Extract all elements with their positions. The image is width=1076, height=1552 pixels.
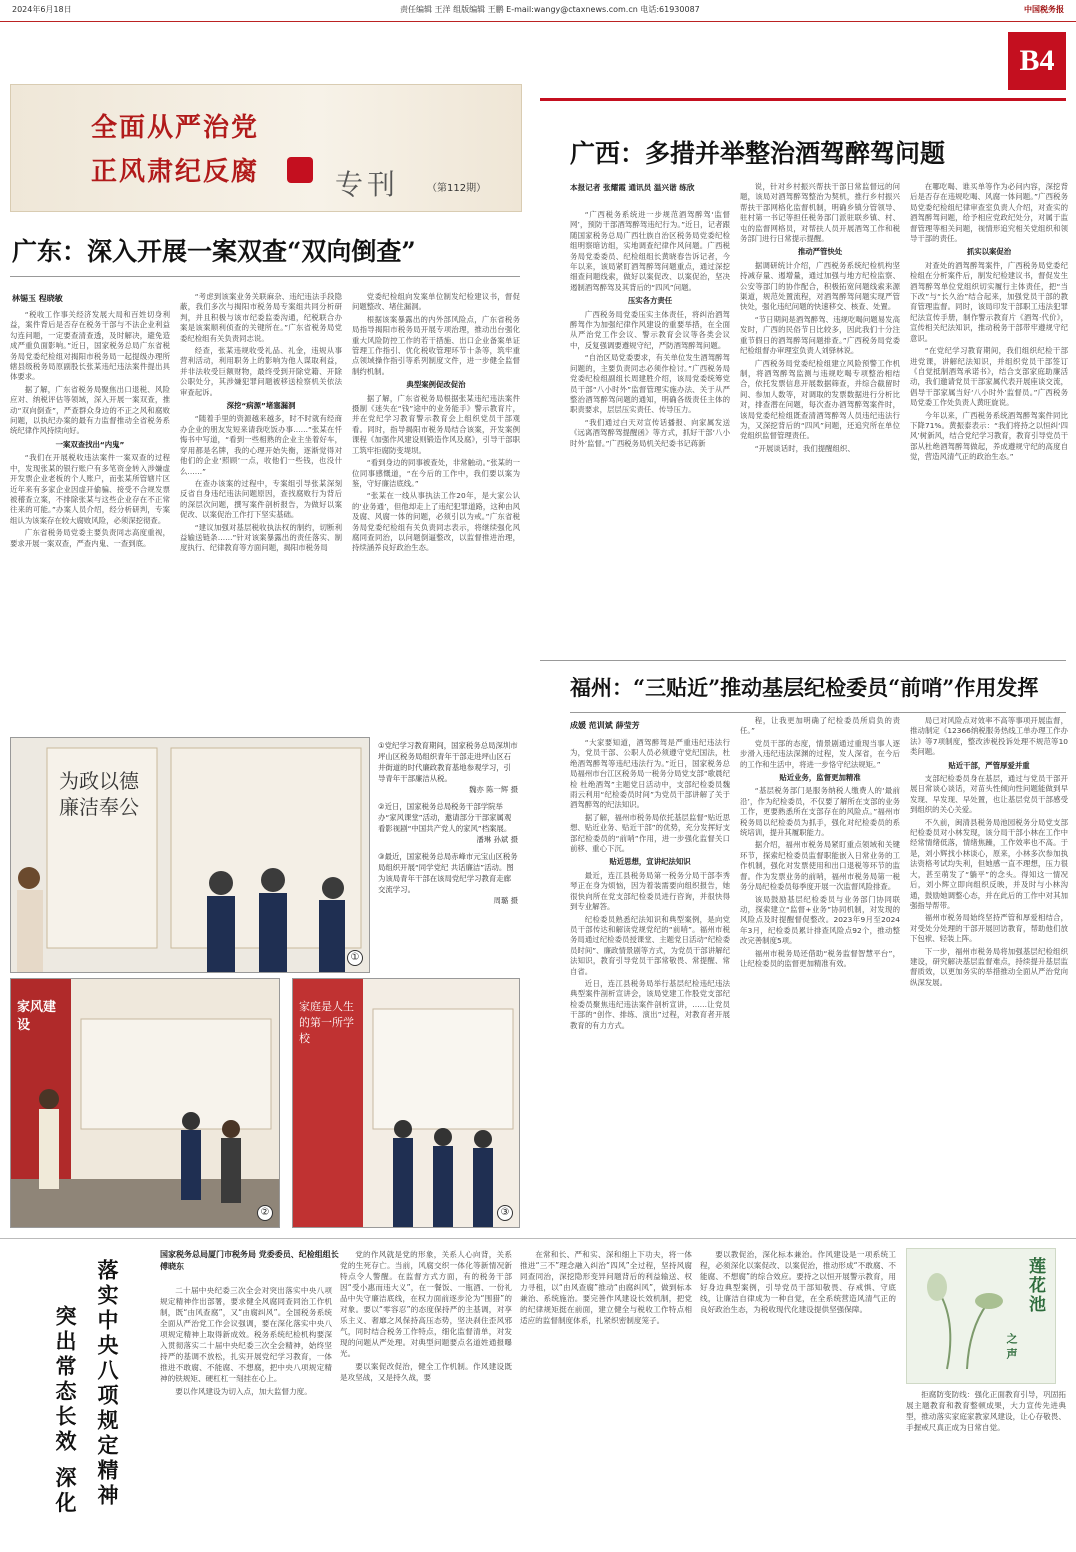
paragraph: 在哪吃喝、谁买单等作为必问内容，深挖背后是否存在违规吃喝、风腐一体问题。”广西税务局党委纪检组纪律审查室负责人介绍，对查实的酒驾醉驾问题，给予相应党政纪处分，对属于监督管理等相关问题，视情形追究相关党组织和领导干部的责任。	[910, 182, 1068, 244]
paragraph: 广西税务局党委压实主体责任，将纠治酒驾醉驾作为加强纪律作风建设的重要举措，在全面从严治党工作会议、警示教育会议等各类会议中，反复强调要遵规守纪，严防酒驾醉驾问题。	[570, 309, 730, 350]
paragraph: 据了解，福州市税务局依托基层监督“贴近思想、贴近业务、贴近干部”的优势，充分发挥好支部纪检委员的“前哨”作用，进一步强化监督关口前移、重心下沉。	[570, 812, 730, 854]
photo-2	[10, 978, 280, 1228]
paragraph: 要以作风建设为切入点，加大监督力度。	[175, 1387, 312, 1396]
paragraph: 党委纪检组向发案单位制发纪检建议书，督促问题整改、堵住漏洞。	[352, 292, 520, 312]
subhead: 贴近干部，严管厚爱并重	[948, 760, 1030, 770]
paragraph: 不久前，闽清县税务局池园税务分局党支部纪检委员对小林发现，该分局干部小林在工作中经常情绪低落，情绪焦躁，工作效率也不高。于是，刘小辉找小林谈心，原来，小林多次参加执法资格考试均失利，但她感一直不理想，压力很大，甚至萌发了“躺平”的念头。得知这一情况后，刘小辉立即向组织反映，并及时与小林沟通，鼓励她调整心态，并在此后的工作中对其加强指导帮带。	[910, 817, 1068, 910]
paragraph: “节日期间是酒驾醉驾、违规吃喝问题易发高发时，广西的民俗节日比较多，因此我们十分注重节假日的酒驾醉驾问题排查。”广西税务局党委纪检组督办审理室负责人刘驿林说。	[740, 314, 900, 356]
paragraph: “看到身边的同事被查处，非常触动。”张某的一位同事感慨道，“在今后的工作中，我们要以案为鉴，守好廉洁底线。”	[352, 458, 520, 488]
calligraphy-poster: 为政以德 廉洁奉公	[59, 769, 139, 819]
photo-2-caption: ②近日，国家税务总局税务干部学院举办“家风课堂”活动，邀请部分干部家属观看影视剧“中国共产党人的家风”档案展。	[378, 802, 512, 833]
photo-1-credit: 魏亦 陈一辉 摄	[468, 785, 518, 794]
paragraph: 在常和长、严和实、深和细上下功夫，将一体推进“三不”理念融入纠治“四风”全过程，坚持风腐同查同治，深挖隐形变异问题背后的利益输送、权力寻租，以“由风查腐”推动“由腐纠风”，做到标本兼治、系统施治。要完善作风建设长效机制，把党的纪律规矩挺在前面，建立健全与税收工作特点相适应的监督制度体系，扎紧织密制度笼子。	[520, 1250, 692, 1325]
paragraph: 经查，张某违规收受礼品、礼金，违规从事营利活动，利用职务上的影响为他人谋取利益，并非法收受巨额财物，最终受到开除党籍、开除公职处分，其涉嫌犯罪问题被移送检察机关依法审查起诉。	[180, 346, 342, 397]
commentary-col3	[520, 1249, 692, 1547]
guangdong-headline: 广东：深入开展一案双查“双向倒查”	[12, 237, 416, 266]
section-divider	[540, 98, 1066, 101]
paragraph: “建议加强对基层税收执法权的制约，切断利益输送链条……”针对该案暴露出的责任落实、制度执行、纪律教育等方面问题，揭阳市税务局	[180, 522, 342, 553]
commentary-col2	[340, 1249, 512, 1547]
paragraph: 党的作风就是党的形象，关系人心向背，关系党的生死存亡。当前，风腐交织一体化等新情况新特点令人警醒。在监督方式方面，有的税务干部因“受小惠而违大义”，在一餐饭、一瓶酒、一份礼品中失守廉洁底线，在权力面前逐步沦为“围猎”的对象。要以“零容忍”的态度保持严的主基调，对享乐主义、奢靡之风保持高压态势，坚决刹住歪风邪气，同时结合税务工作特点，细化监督清单，对发现的问题从严处理。对典型问题要点名道姓通报曝光。	[340, 1250, 512, 1358]
paragraph: 拒腐防变防线：强化正面教育引导，巩固拓展主题教育和教育整顿成果，大力宣传先进典型，推动落实家庭家教家风建设，让心存敬畏、手握戒尺真正成为日常自觉。	[906, 1390, 1066, 1432]
subhead: 贴近业务，监督更加精准	[779, 773, 861, 783]
guangxi-byline: 本报记者 张耀霞 通讯员 温兴谐 练欣	[570, 183, 695, 192]
commentary-col1	[160, 1285, 332, 1547]
subhead: 一案双查找出“内鬼”	[55, 439, 125, 449]
rule	[570, 712, 1066, 713]
fuzhou-col3	[910, 716, 1068, 1220]
commentary-col5	[906, 1389, 1066, 1547]
page-header	[0, 0, 1076, 22]
paragraph: 据调研统计介绍，广西税务系统纪检机构坚持减存量、遏增量，通过加强与地方纪检监察、公安等部门的协作配合，积极拓宽问题线索来源渠道，规范处置流程，对酒驾醉驾问题实现严管快处，强化违纪问题的快速移交、核查、处置。	[740, 260, 900, 312]
lotus-pond-logo	[906, 1248, 1056, 1384]
page-number-badge: B4	[1008, 32, 1066, 90]
paragraph: 在查办该案的过程中，专案组引导张某深刻反省自身违纪违法问题原因，查找腐败行为背后的深层次问题，撰写案件剖析报告，为做好以案促改、以案促治工作打下坚实基础。	[180, 478, 342, 520]
subhead: 典型案例促改促治	[406, 380, 466, 390]
paragraph: “广西税务系统进一步规范酒驾醉驾‘监督网’，预防干部酒驾醉驾违纪行为。”近日，记者跟随国家税务总局广西壮族自治区税务局党委纪检组明察暗访组，实地调查纪律作风问题。广西税务局党委委员、纪检组组长黄晓春告诉记者，今年以来，该局紧盯酒驾醉驾问题重点，通过深挖细查问题线索，做好以案促改、以案促治，坚决遏制酒驾醉驾及其背后的“四风”问题。	[570, 210, 730, 292]
paragraph: 二十届中央纪委三次全会对突出落实中央八项规定精神作出部署，要求健全风腐同查同治工作机制，既“由风查腐”，又“由腐纠风”。全国税务系统全面从严治党工作会议强调，要在深化落实中央八项规定精神上取得新成效。税务系统纪检机构要深入贯彻落实二十届中央纪委三次全会精神，始终坚持严的基调不放松，扎实开展党纪学习教育，一体推进不敢腐、不能腐、不想腐，把中央八项规定精神的铁规矩、硬杠杠一刻挂在心上。	[160, 1286, 332, 1383]
paragraph: 福州市税务局始终坚持严管和厚爱相结合，对受处分处理的干部开展回访教育，帮助他们放下包袱、轻装上阵。	[910, 913, 1068, 944]
commentary-title-b: 突出常态长效 深化	[53, 1305, 78, 1517]
photo-1	[10, 737, 370, 973]
paragraph: 最近，连江县税务局第一税务分局干部李秀琴正在身为烦恼，因为着装需要向组织报告，她很快向所在党支部纪检委员进行咨询，并很快得到专业解答。	[570, 870, 730, 912]
paragraph: 说，针对乡村振兴帮扶干部日常监督远的问题，该局对酒驾醉驾整治为契机，推行乡村振兴帮扶干部网格化监督机制，明确乡镇分管领导、驻村第一书记等担任税务部门派驻联乡镇、村、屯的监督网格员，对帮扶人员开展酒驾工作和税务部门进行日常提示提醒。	[740, 182, 900, 244]
lotus-title: 莲花池	[1025, 1257, 1045, 1314]
paragraph: 根据该案暴露出的内外部风险点，广东省税务局指导揭阳市税务局开展专项治理，推动出台强化重大风险防控工作的若干措施、出口企业备案单证管理工作指引、优化税收管理环节十条等，筑牢重点领域操作指引等系列制度文件，进一步健全监督制约机制。	[352, 314, 520, 376]
paragraph: “在党纪学习教育期间，我们组织纪检干部进党课，讲解纪法知识，并组织党员干部签订《自觉抵制酒驾承诺书》，结合支部家庭助廉活动，我们邀请党员干部家属代表开展座谈交流，倡导干部家属当好‘八小时外’监督员。”广西税务局党委工作处负责人黄旺旋说。	[910, 346, 1068, 408]
paragraph: 要以案促改促治，健全工作机制。作风建设既是攻坚战，又是持久战，要	[340, 1362, 512, 1382]
paragraph: “我们在开展税收违法案件一案双查的过程中，发现张某的银行账户有多笔资金转入涉嫌虚开发票企业老板的个人账户，而张某所管辖片区近年来有多家企业因虚开偷骗、接受不合规发票被稽查立案，不排除张某与这些企业存在不正常往来的可能。”办案人员介绍，经分析研判，专案组认为该案存在较大腐败风险，必须深挖彻查。	[10, 453, 170, 525]
guangdong-col2	[180, 292, 342, 730]
rule	[10, 276, 520, 277]
photo-3-panel-text: 家庭是人生的第一所学校	[299, 1000, 354, 1045]
guangdong-col1	[10, 310, 170, 730]
rule	[540, 660, 1066, 661]
paper-name: 中国税务报	[1024, 5, 1064, 14]
paragraph: 下一步，福州市税务局将加强基层纪检组织建设，研究解决基层监督难点，持续提升基层监督质效，以更加务实的举措推动全面从严治党向纵深发展。	[910, 946, 1068, 987]
guangdong-col3	[352, 292, 520, 730]
subhead: 推动严管快处	[797, 247, 843, 257]
commentary-title-a: 落实中央八项规定精神	[95, 1259, 120, 1509]
guangxi-headline: 广西：多措并举整治酒驾醉驾问题	[570, 139, 946, 168]
paragraph: 据介绍，福州市税务局紧盯重点领域和关键环节，探索纪检委员监督职能嵌入日常业务的工作机制，强化对发票使用和出口退税等环节的监督。作为发票业务的前哨，福州市税务局第一税务分局纪检委员每季度开展一次监督风险排查。	[740, 840, 900, 892]
paragraph: 据了解，广东省税务局根据张某违纪违法案件摄制《迷失在“钱”途中的业务能手》警示教育片，并在党纪学习教育警示教育会上组织党员干部观看。同时，指导揭阳市税务局结合该案，开发案例课程《加强作风建设则锻造作风及腐》，引导干部职工筑牢拒腐防变堤坝。	[352, 393, 520, 455]
photo-2-wall-text: 家风建设	[17, 1000, 57, 1033]
banner-issue: （第112期）	[427, 183, 487, 194]
banner-line2: 正风肃纪反腐	[91, 157, 260, 187]
page-editors: 责任编辑 王洋 组版编辑 王鹏 E-mail:wangy@ctaxnews.com.cn 电话:61930087	[400, 5, 700, 14]
photo-3-number: ③	[497, 1205, 513, 1221]
photo-captions	[378, 740, 518, 906]
paragraph: “税收工作事关经济发展大局和百姓切身利益，案件背后是否存在税务干部与不法企业利益勾连问题，一定要查清查透，及时解决，避免造成严重负面影响。”近日，国家税务总局广东省税务局党委纪检组对揭阳市税务局一起提级办理所辖县级税务局原副股长张某违纪违法案件提出具体要求。	[10, 310, 170, 382]
paragraph: “开展谈话时，我们提醒组织、	[754, 443, 855, 453]
lotus-subtitle: 之声	[1005, 1333, 1018, 1363]
commentary-byline: 国家税务总局厦门市税务局 党委委员、纪检组组长 傅晓东	[160, 1250, 339, 1271]
page-date: 2024年6月18日	[12, 5, 72, 14]
fuzhou-headline: 福州：“三贴近”推动基层纪检委员“前哨”作用发挥	[570, 675, 1039, 700]
banner-line1: 全面从严治党	[91, 113, 260, 143]
subhead: 压实各方责任	[627, 296, 673, 306]
guangxi-col2	[740, 182, 900, 646]
paragraph: “大家要知道，酒驾醉驾是严重违纪违法行为，党员干部、公职人员必须遵守党纪国法，杜绝酒驾醉驾等违纪违法行为。”近日，国家税务总局福州市台江区税务局一税务分局党支部“歌晨纪检 杜绝酒驾”主题党日活动中，支部纪检委员魏雨云利用“纪检委员时间”为党员干部讲解了关于酒驾醉驾的纪法知识。	[570, 738, 730, 810]
banner-label: 专刊	[335, 168, 400, 201]
paragraph: 今年以来，广西税务系统酒驾醉驾案件同比下降71%。黄振泰表示：“我们将持之以恒纠‘四风’树新风，结合党纪学习教育，教育引导党员干部从杜绝酒驾醉驾做起，养成遵规守纪的高度自觉，营造风清气正的政治生态。”	[910, 410, 1068, 462]
paragraph: 对查处的酒驾醉驾案件，广西税务局党委纪检组在分析案件后，制发纪检建议书，督促发生酒驾醉驾单位党组织切实履行主体责任，把“当下改”与“长久治”结合起来，加强党员干部的教育管理监督。同时，该局印发干部职工违法犯罪纪法宣传手册，制作警示教育片《酒驾·代价》，宣传相关纪法知识，推动税务干部带牢遵规守纪意识。	[910, 260, 1068, 343]
paragraph: “基层税务部门是服务纳税人缴费人的‘最前沿’，作为纪检委员，不仅要了解所在支部的业务工作，更要熟悉所在支部存在的风险点。”福州市税务局以纪检委员为抓手，强化对纪检委员的系统培训，提升其履职能力。	[740, 786, 900, 838]
subhead: 深挖“病源”堵塞漏洞	[226, 401, 296, 411]
guangxi-col3	[910, 182, 1068, 646]
paragraph: 广西税务局党委纪检组建立风险预警工作机制，将酒驾醉驾监测与违规吃喝专项整治相结合，依托发票信息开展数据筛查，并综合截留时间、参加人数等，对调取的发票数据进行分析比对，排查潜在问题，每次查办酒驾醉驾案件时，该局党委纪检组既查清酒驾醉驾人员违纪违法行为，又深挖背后的“四风”问题，还追究所在单位党组织监督管理责任。	[740, 358, 900, 441]
fuzhou-col2	[740, 716, 900, 1220]
subhead: 贴近思想，宣讲纪法知识	[609, 857, 691, 867]
guangdong-byline: 林锡玉 程晓敏	[12, 294, 63, 303]
subhead: 抓实以案促治	[966, 247, 1012, 257]
paragraph: 据了解，广东省税务局聚焦出口退税、风险应对、纳税评估等领域，深入开展一案双查，推动“双向倒查”，严查群众身边的不正之风和腐败问题，以执纪办案的最有力监督推动全省税务系统纪律作风持续向好。	[10, 384, 170, 436]
paragraph: 广东省税务局党委主要负责同志高度重视，要求开展一案双查，严查内鬼、一查到底。	[10, 528, 170, 548]
fuzhou-col1	[570, 738, 730, 1220]
guangxi-col1	[570, 210, 730, 646]
paragraph: 福州市税务局还借助“税务监督智慧平台”，让纪检委员的监督更加精准有效。	[740, 948, 900, 968]
paragraph: 要以教促治，深化标本兼治。作风建设是一项系统工程，必须深化以案促改、以案促治，推动形成“不敢腐、不能腐、不想腐”的综合效应。要持之以恒开展警示教育，用好身边典型案例，引导党员干部知敬畏、存戒惧、守底线，让廉洁自律成为一种自觉，在全系统营造风清气正的良好政治生态，为税收现代化建设提供坚强保障。	[700, 1250, 896, 1314]
paragraph: 支部纪检委员身在基层，通过与党员干部开展日常谈心谈话，对苗头性倾向性问题能做到早发现、早发现、早处置，也让基层党员干部感受到组织的关心关爱。	[910, 774, 1068, 815]
paragraph: 局已对风险点对效率不高等事项开展监督，推动制定《12366纳税服务热线工单办理工作办法》等7项制度，整改涉税投诉处理不规范等10类问题。	[910, 716, 1068, 757]
paragraph: “随着手里的资源越来越多，时不时就有经商办企业的朋友发短来请我吃饭办事……”张某在忏悔书中写道，“看到一些相熟的企业主坐着好车，穿用都是名牌，我的心理开始失衡，逐渐觉得对他们的企业‘照顾’一点，收他们一些钱，也没什么……”	[180, 414, 342, 476]
paragraph: 纪检委员熟悉纪法知识和典型案例，是向党员干部传达和解读党规党纪的“前哨”。福州市税务局通过纪检委员授课堂、主题党日活动“纪检委员时间”、廉政情景剧等方式，为党员干部讲解纪法知识，教育引导党员干部常敬畏、常提醒、常自省。	[570, 914, 730, 976]
paragraph: “我们通过白天对宣传话播报、向家属发送《远离酒驾醉驾提醒函》等方式，抓好干部‘八小时外’监督。”广西税务局机关纪委书记蒋新	[570, 417, 730, 448]
photo-3-caption: ③最近，国家税务总局赤峰市元宝山区税务局组织开展“同学党纪 共话廉洁”活动。图为该局青年干部在该局党纪学习教育走廊交流学习。	[378, 852, 518, 894]
paragraph: “考虑到该案业务关联麻杂、违纪违法手段隐蔽，我们多次与揭阳市税务局专案组共同分析研判，并且积极与该市纪委监委沟通，纪税联合办案是该案顺利侦查的关键所在。”广东省税务局党委纪检组有关负责同志说。	[180, 292, 342, 343]
photo-2-number: ②	[257, 1205, 273, 1221]
paragraph: 该局鼓励基层纪检委员与业务部门协同联动，探索建立“监督+业务”协同机制，对发现的风险点及时提醒督促整改。2023年9月至2024年3月，纪检委员累计排查风险点92个，推动整改完善制度5项。	[740, 894, 900, 946]
commentary-col4	[700, 1249, 896, 1547]
photo-3	[292, 978, 520, 1228]
paragraph: 党员干部的态度，情景剧通过重现当事人逐步滑入违纪违法深渊的过程，发人深省，在今后的工作和生活中，将进一步恪守纪法规矩。”	[740, 738, 900, 769]
seal-icon	[287, 157, 313, 183]
photo-1-caption: ①党纪学习教育期间，国家税务总局深圳市坪山区税务局组织青年干部走进坪山区石井街道的时代廉政教育基地参观学习，引导青年干部廉洁从税。	[378, 741, 518, 783]
photo-2-credit: 潘琳 孙斌 摄	[476, 835, 518, 844]
fuzhou-byline: 成媛 范训斌 薛莹芳	[570, 721, 640, 730]
paragraph: “张某在一线从事执法工作20年，是大家公认的‘业务通’，但他却走上了违纪犯罪道路，这种由风及腐、风腐一体的问题，必须引以为戒。”广东省税务局党委纪检组有关负责同志表示，将继续强化风腐同查同治，以问题倒逼整改，以监督推进治理，持续涵养良好政治生态。	[352, 491, 520, 553]
paragraph: 近日，连江县税务局举行基层纪检违纪违法典型案件剖析宣讲会，该局党建工作股党支部纪检委员聚焦违纪违法案件剖析宣讲，……让党员干部的“创作、排练、演出”过程，对教育者开展教育的有力方式。	[570, 978, 730, 1030]
paragraph: 程，让我更加明确了纪检委员所肩负的责任。”	[740, 716, 900, 736]
photo-3-credit: 周璐 摄	[493, 896, 518, 905]
paragraph: “自治区局党委要求，有关单位发生酒驾醉驾问题的，主要负责同志必须作检讨。”广西税务局党委纪检组副组长周建胜介绍，该局党委统筹党员干部“八小时外”监督管理实施办法、关于从严整治酒驾醉驾问题的通知，明确各级责任主体的职责要求，层层压实责任、传导压力。	[570, 353, 730, 415]
photo-1-number: ①	[347, 950, 363, 966]
special-column-banner	[10, 84, 522, 212]
